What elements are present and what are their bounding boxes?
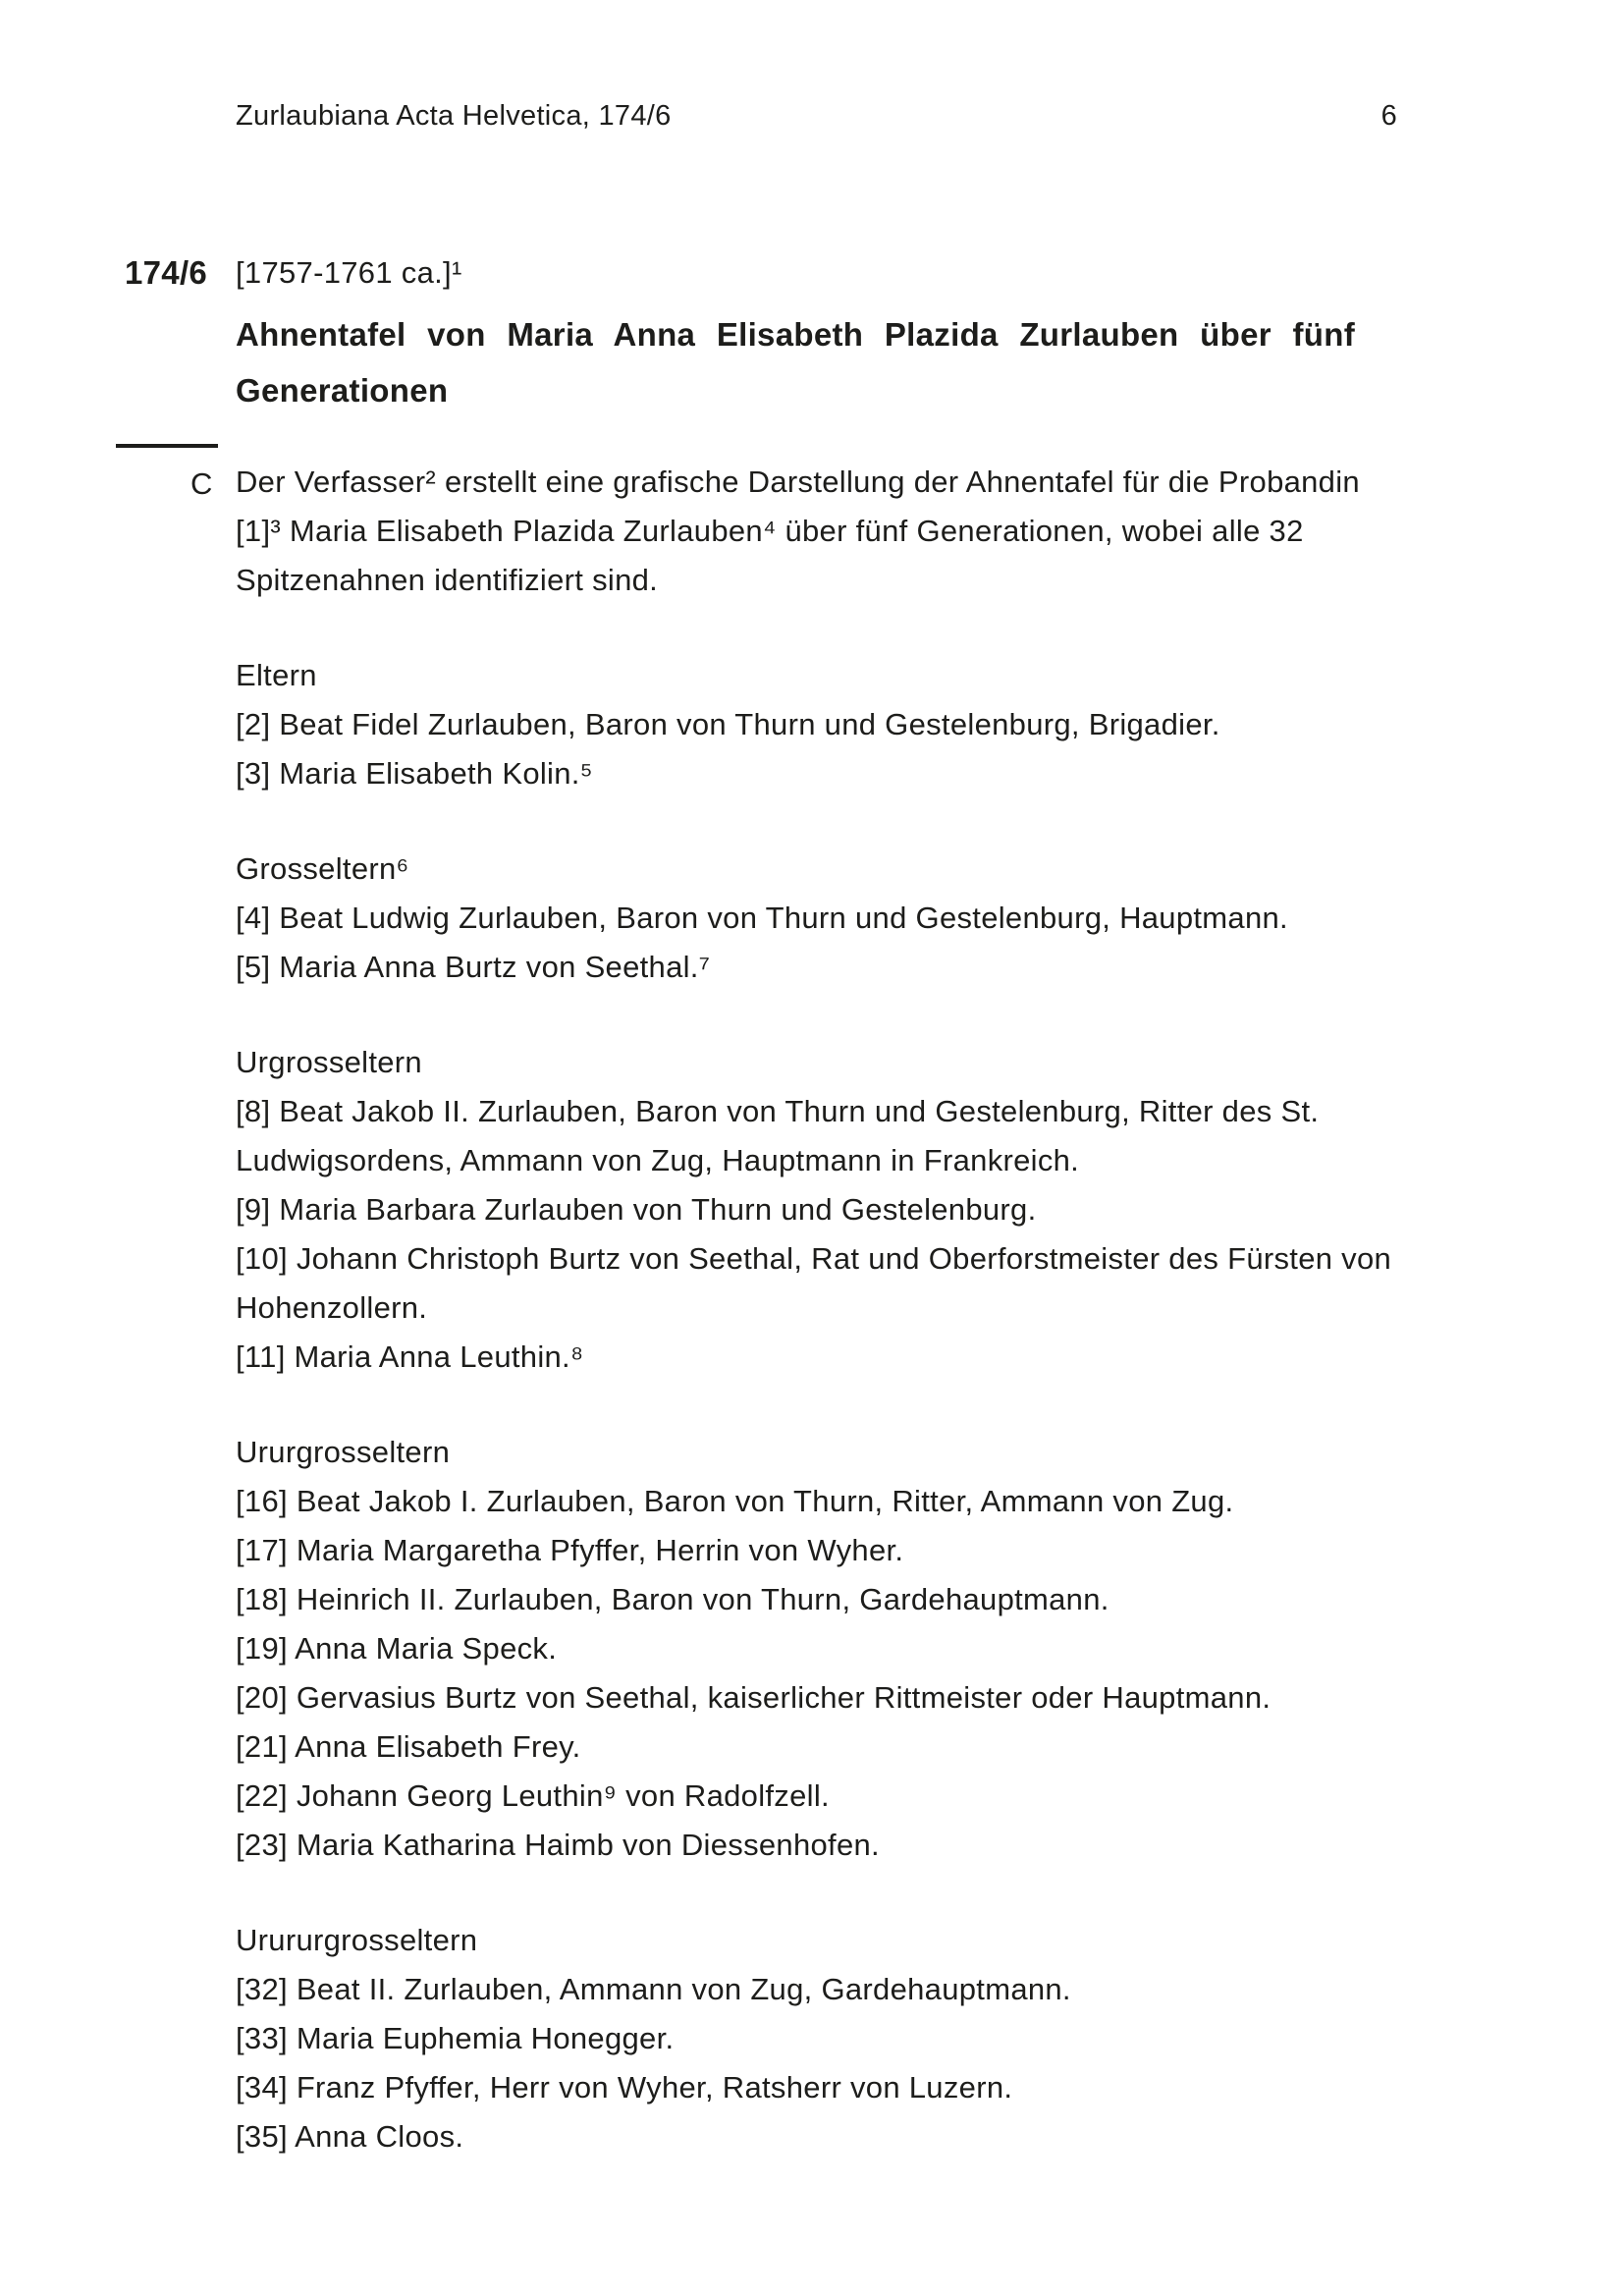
ancestor-item: [34] Franz Pfyffer, Herr von Wyher, Ratsherr von Luzern. bbox=[236, 2070, 1013, 2105]
ancestor-item: [2] Beat Fidel Zurlauben, Baron von Thurn und Gestelenburg, Brigadier. bbox=[236, 707, 1220, 741]
ancestor-item: [22] Johann Georg Leuthin⁹ von Radolfzell. bbox=[236, 1778, 830, 1813]
section-ururugrosseltern bbox=[236, 1916, 1397, 2161]
ancestor-item: [11] Maria Anna Leuthin.⁸ bbox=[236, 1339, 584, 1374]
running-header bbox=[236, 98, 1397, 134]
ancestor-item: [5] Maria Anna Burtz von Seethal.⁷ bbox=[236, 950, 711, 984]
entry-title: Ahnentafel von Maria Anna Elisabeth Plazida Zurlauben über fünf Generationen bbox=[236, 316, 1355, 409]
header-title: Zurlaubiana Acta Helvetica, 174/6 bbox=[236, 100, 672, 132]
section-urgrosseltern bbox=[236, 1038, 1397, 1382]
entry-summary: Der Verfasser² erstellt eine grafische Darstellung der Ahnentafel für die Probandin [1]³ Maria Elisabeth Plazida Zurlauben⁴ über fünf Generationen, wobei alle 32 Spitzenahnen identifiziert sind. bbox=[236, 465, 1360, 597]
section-ururgrosseltern bbox=[236, 1428, 1397, 1870]
section-heading: Eltern bbox=[236, 658, 317, 692]
ancestor-item: [17] Maria Margaretha Pfyffer, Herrin von Wyher. bbox=[236, 1533, 904, 1567]
ancestor-item: [23] Maria Katharina Haimb von Diessenhofen. bbox=[236, 1828, 880, 1862]
ancestor-item: [10] Johann Christoph Burtz von Seethal, Rat und Oberforstmeister des Fürsten von Hohenzollern. bbox=[236, 1241, 1392, 1325]
ancestor-item: [8] Beat Jakob II. Zurlauben, Baron von Thurn und Gestelenburg, Ritter des St. Ludwigsordens, Ammann von Zug, Hauptmann in Frankreich. bbox=[236, 1094, 1320, 1177]
ancestor-item: [33] Maria Euphemia Honegger. bbox=[236, 2021, 675, 2055]
ancestor-item: [19] Anna Maria Speck. bbox=[236, 1631, 558, 1666]
ancestor-item: [16] Beat Jakob I. Zurlauben, Baron von Thurn, Ritter, Ammann von Zug. bbox=[236, 1484, 1234, 1518]
ancestor-item: [21] Anna Elisabeth Frey. bbox=[236, 1729, 581, 1764]
page-number: 6 bbox=[1380, 100, 1397, 132]
entry-number: 174/6 bbox=[125, 254, 208, 291]
ancestor-item: [20] Gervasius Burtz von Seethal, kaiserlicher Rittmeister oder Hauptmann. bbox=[236, 1680, 1271, 1715]
ancestor-item: [32] Beat II. Zurlauben, Ammann von Zug, Gardehauptmann. bbox=[236, 1972, 1071, 2006]
entry-date: [1757-1761 ca.]¹ bbox=[236, 255, 462, 290]
section-eltern bbox=[236, 651, 1397, 798]
ancestor-item: [35] Anna Cloos. bbox=[236, 2119, 464, 2154]
section-heading: Grosseltern⁶ bbox=[236, 851, 409, 886]
section-heading: Ururgrosseltern bbox=[236, 1435, 451, 1469]
section-heading: Urgrosseltern bbox=[236, 1045, 422, 1079]
ancestor-item: [18] Heinrich II. Zurlauben, Baron von Thurn, Gardehauptmann. bbox=[236, 1582, 1109, 1616]
entry-head bbox=[125, 249, 1397, 297]
margin-rule bbox=[116, 444, 218, 448]
ancestor-item: [4] Beat Ludwig Zurlauben, Baron von Thurn und Gestelenburg, Hauptmann. bbox=[236, 901, 1288, 935]
section-marker-c: C bbox=[190, 466, 213, 501]
section-grosseltern bbox=[236, 845, 1397, 992]
section-heading: Urururgrosseltern bbox=[236, 1923, 478, 1957]
ancestor-item: [3] Maria Elisabeth Kolin.⁵ bbox=[236, 756, 593, 791]
ancestor-item: [9] Maria Barbara Zurlauben von Thurn und Gestelenburg. bbox=[236, 1192, 1037, 1227]
summary-block bbox=[190, 458, 1397, 605]
